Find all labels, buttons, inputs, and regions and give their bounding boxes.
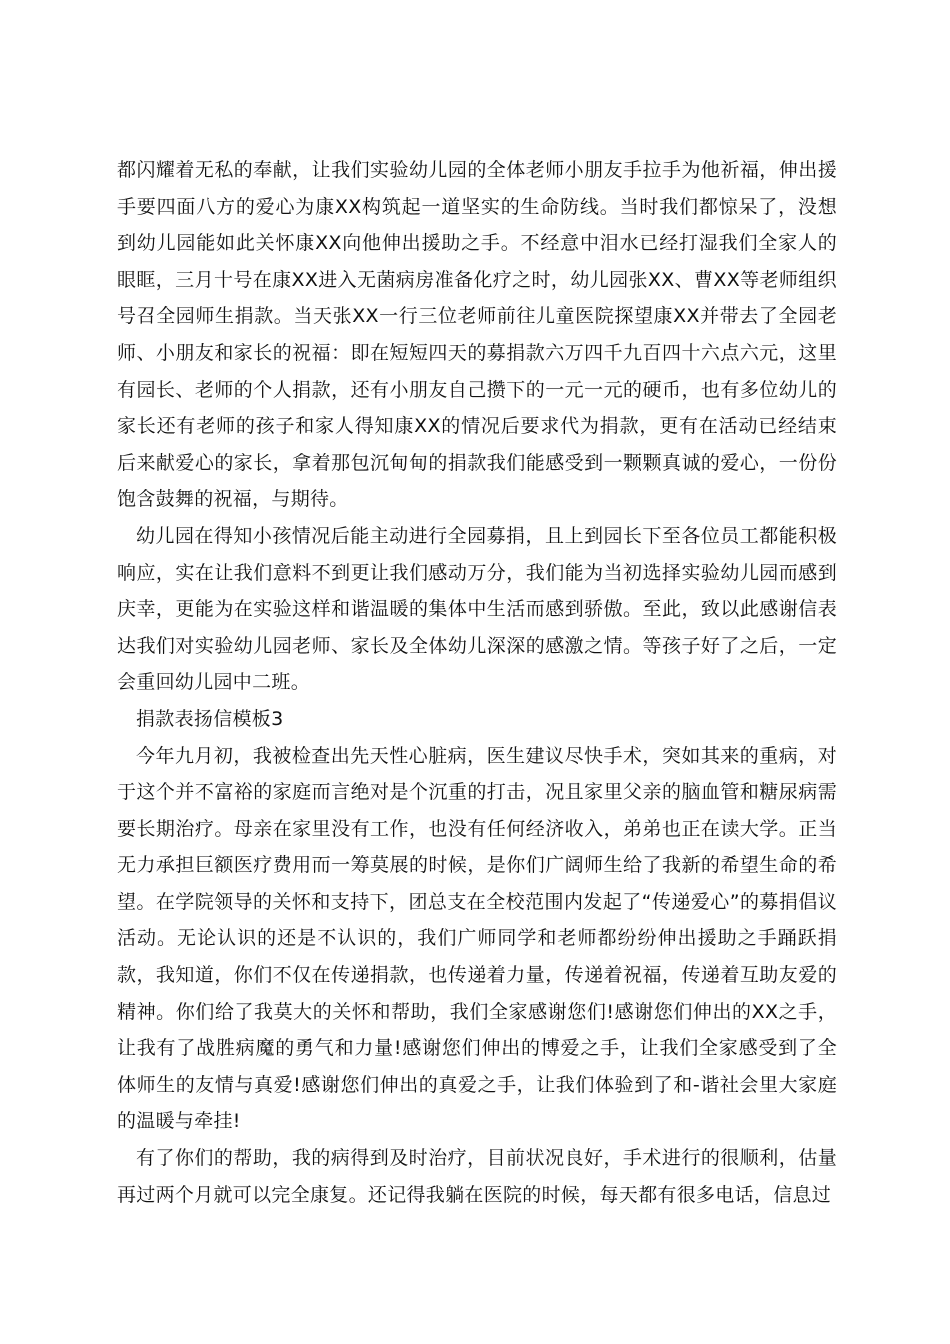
- paragraph-2: 幼儿园在得知小孩情况后能主动进行全园募捐，且上到园长下至各位员工都能积极响应，实在让我们意料不到更让我们感动万分，我们能为当初选择实验幼儿园而感到庆幸，更能为在实验这样和谐温暖的集体中生活而感到骄傲。至此，致以此感谢信表达我们对实验幼儿园老师、家长及全体幼儿深深的感激之情。等孩子好了之后，一定会重回幼儿园中二班。: [117, 524, 837, 694]
- document-page: [117, 152, 837, 1213]
- paragraph-4: 有了你们的帮助，我的病得到及时治疗，目前状况良好，手术进行的很顺利，估量再过两个月就可以完全康复。还记得我躺在医院的时候，每天都有很多电话，信息过: [117, 1147, 837, 1206]
- section-heading: 捐款表扬信模板3: [136, 707, 284, 730]
- paragraph-3: 今年九月初，我被检查出先天性心脏病，医生建议尽快手术，突如其来的重病，对于这个并不富裕的家庭而言绝对是个沉重的打击，况且家里父亲的脑血管和糖尿病需要长期治疗。母亲在家里没有工作，也没有任何经济收入，弟弟也正在读大学。正当无力承担巨额医疗费用而一筹莫展的时候，是你们广阔师生给了我新的希望生命的希望。在学院领导的关怀和支持下，团总支在全校范围内发起了“传递爱心”的募捐倡议活动。无论认识的还是不认识的，我们广师同学和老师都纷纷伸出援助之手踊跃捐款，我知道，你们不仅在传递捐款，也传递着力量，传递着祝福，传递着互助友爱的精神。你们给了我莫大的关怀和帮助，我们全家感谢您们!感谢您们伸出的XX之手，让我有了战胜病魔的勇气和力量!感谢您们伸出的博爱之手，让我们全家感受到了全体师生的友情与真爱!感谢您们伸出的真爱之手，让我们体验到了和-谐社会里大家庭的温暖与牵挂!: [117, 744, 837, 1133]
- paragraph-1: 都闪耀着无私的奉献，让我们实验幼儿园的全体老师小朋友手拉手为他祈福，伸出援手要四面八方的爱心为康XX构筑起一道坚实的生命防线。当时我们都惊呆了，没想到幼儿园能如此关怀康XX向他伸出援助之手。不经意中泪水已经打湿我们全家人的眼眶，三月十号在康XX进入无菌病房准备化疗之时，幼儿园张XX、曹XX等老师组织号召全园师生捐款。当天张XX一行三位老师前往儿童医院探望康XX并带去了全园老师、小朋友和家长的祝福：即在短短四天的募捐款六万四千九百四十六点六元，这里有园长、老师的个人捐款，还有小朋友自己攒下的一元一元的硬币，也有多位幼儿的家长还有老师的孩子和家人得知康XX的情况后要求代为捐款，更有在活动已经结束后来献爱心的家长，拿着那包沉甸甸的捐款我们能感受到一颗颗真诚的爱心，一份份饱含鼓舞的祝福，与期待。: [117, 159, 837, 511]
